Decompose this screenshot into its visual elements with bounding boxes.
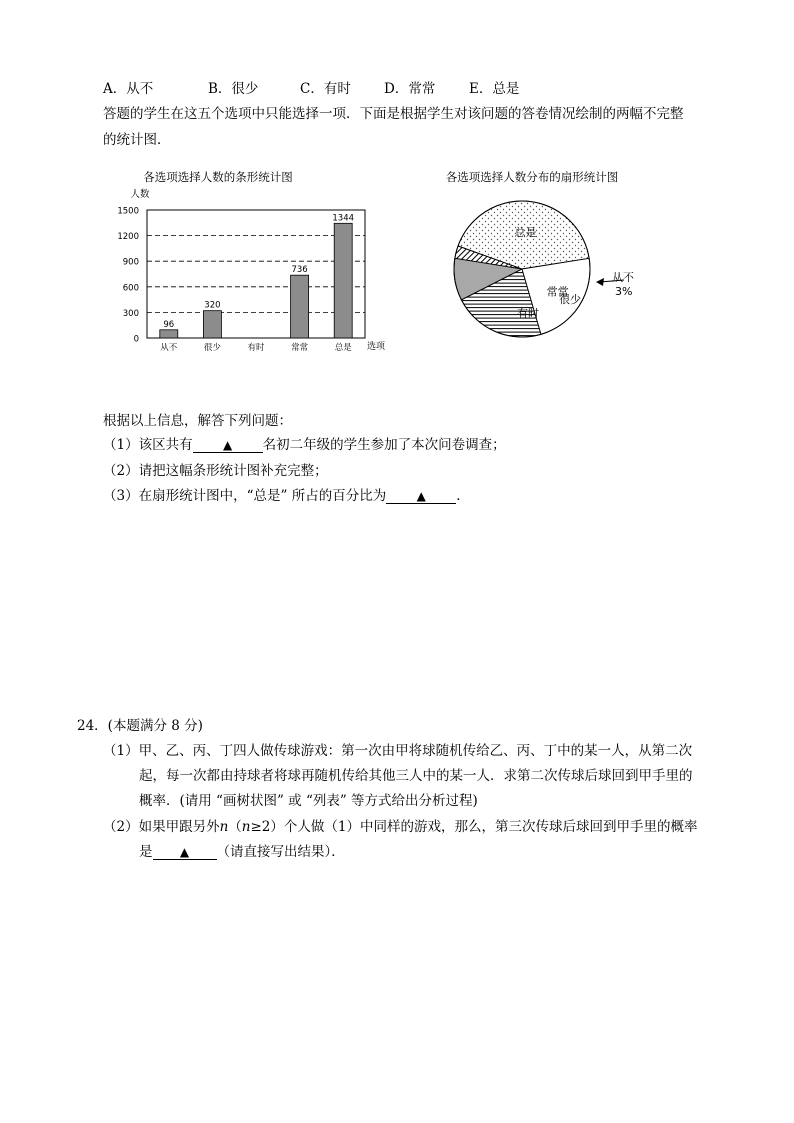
- bar-总是: [334, 223, 352, 338]
- data-label: 96: [163, 319, 175, 330]
- q24-part1-line2: 起，每一次都由持球者将球再随机传给其他三人中的某一人．求第二次传球后球回到甲手里的: [139, 768, 693, 784]
- questions-intro: 根据以上信息，解答下列问题：: [103, 413, 292, 429]
- slice-label: 很少: [559, 293, 581, 306]
- q23-part2: （2）请把这幅条形统计图补充完整；: [103, 463, 328, 479]
- answer-blank[interactable]: ▲: [193, 438, 263, 453]
- callout-value: 3%: [615, 285, 633, 298]
- plot-frame: [147, 210, 365, 338]
- q24-header: 24．(本题满分 8 分): [77, 718, 203, 734]
- x-tick-label: 很少: [203, 343, 221, 353]
- y-tick-label: 0: [133, 334, 139, 345]
- y-tick-label: 300: [122, 308, 139, 319]
- x-tick-label: 从不: [160, 343, 178, 353]
- data-label: 1344: [332, 213, 355, 224]
- callout-label: 从不: [612, 271, 634, 284]
- option-d: D．常常: [384, 81, 436, 97]
- x-tick-label: 常常: [291, 343, 309, 353]
- q24-part1-line3: 概率．(请用 “画树状图” 或 “列表” 等方式给出分析过程): [139, 793, 478, 809]
- slice-label: 常常: [546, 285, 569, 299]
- x-tick-label: 有时: [247, 343, 265, 353]
- pie-chart: [430, 160, 670, 350]
- option-c: C．有时: [300, 81, 351, 97]
- pie-chart-title: 各选项选择人数分布的扇形统计图: [445, 170, 619, 184]
- q24-part2-line1: （2）如果甲跟另外n（n≥2）个人做（1）中同样的游戏，那么，第三次传球后球回到甲手里的概率: [103, 819, 698, 835]
- q24-part1-line1: （1）甲、乙、丙、丁四人做传球游戏：第一次由甲将球随机传给乙、丙、丁中的某一人，从第二次: [103, 743, 693, 759]
- data-label: 320: [204, 300, 221, 311]
- data-label: 736: [291, 265, 308, 276]
- x-tick-label: 总是: [334, 343, 352, 353]
- bar-chart-title: 各选项选择人数的条形统计图: [143, 170, 293, 184]
- slice-label: 总是: [514, 225, 537, 239]
- q24-part2-line2: 是 ▲ （请直接写出结果）．: [139, 844, 345, 860]
- y-tick-label: 1500: [117, 206, 139, 217]
- slice-label: 有时: [517, 307, 539, 320]
- option-e: E．总是: [469, 81, 520, 97]
- bar-很少: [203, 311, 221, 338]
- bar-常常: [291, 275, 309, 338]
- q23-part3: （3）在扇形统计图中，“总是” 所占的百分比为 ▲ ．: [103, 488, 470, 504]
- answer-blank[interactable]: ▲: [153, 845, 217, 860]
- option-a: A．从不: [103, 81, 154, 97]
- y-axis-label: 人数: [130, 189, 150, 200]
- bar-从不: [160, 330, 178, 338]
- option-b: B．很少: [208, 81, 259, 97]
- y-tick-label: 1200: [117, 232, 139, 243]
- pie-callout: [596, 271, 634, 298]
- y-tick-label: 900: [122, 257, 139, 268]
- intro-line-1: 答题的学生在这五个选项中只能选择一项．下面是根据学生对该问题的答卷情况绘制的两幅不完整: [103, 106, 684, 122]
- y-tick-label: 600: [122, 283, 139, 294]
- intro-line-2: 的统计图．: [103, 132, 171, 148]
- bar-chart: [110, 160, 400, 360]
- answer-blank[interactable]: ▲: [386, 489, 456, 504]
- q23-part1: （1）该区共有 ▲ 名初二年级的学生参加了本次问卷调查；: [103, 437, 506, 453]
- x-axis-label: 选项: [366, 342, 386, 352]
